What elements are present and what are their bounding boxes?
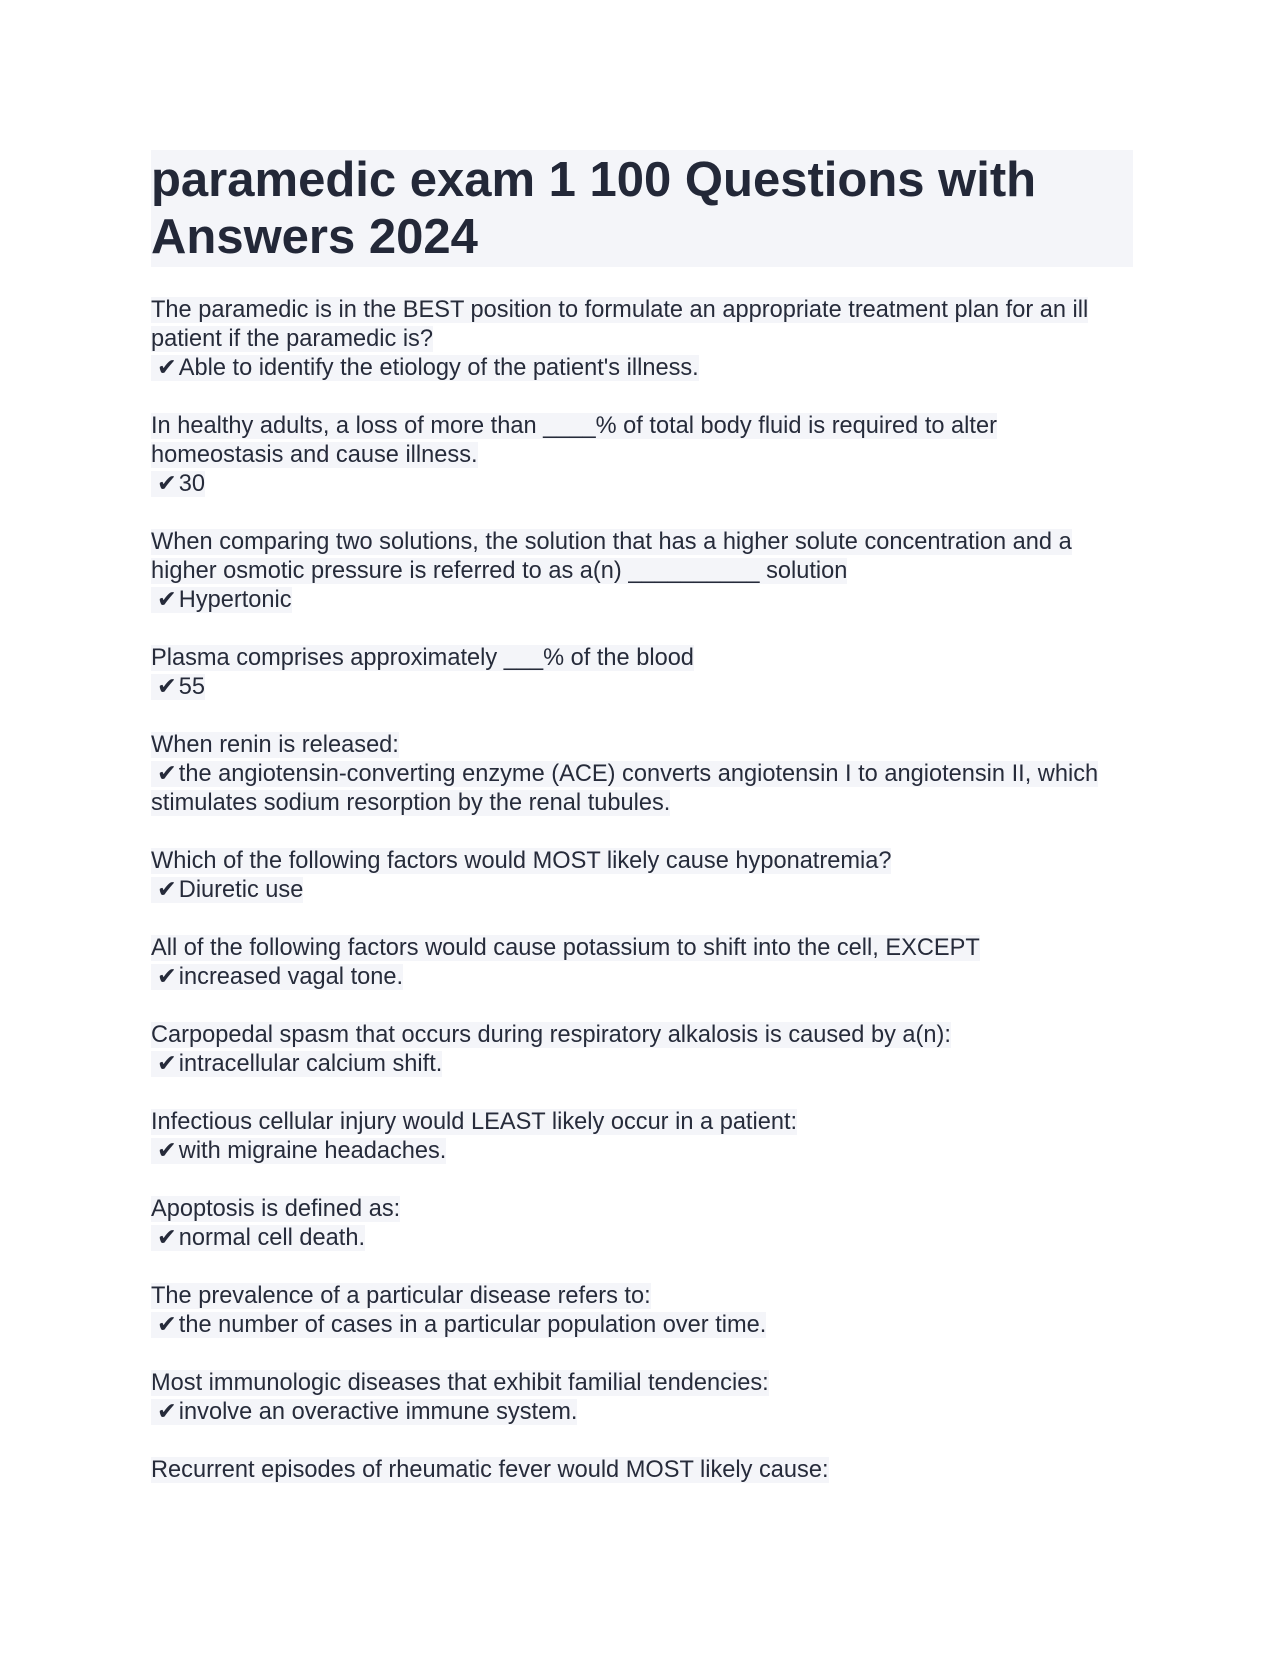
qa-item xyxy=(151,1021,1133,1079)
answer-text: 55 xyxy=(178,674,206,700)
check-mark-icon: ✔ xyxy=(157,877,177,903)
qa-item xyxy=(151,412,1133,499)
qa-item xyxy=(151,1456,1133,1485)
qa-item xyxy=(151,1282,1133,1340)
question-text: The paramedic is in the BEST position to formulate an appropriate treatment plan for an ill patient if the paramedic is? xyxy=(151,297,1089,352)
qa-item xyxy=(151,528,1133,615)
question-text: The prevalence of a particular disease refers to: xyxy=(151,1283,651,1309)
check-mark-icon: ✔ xyxy=(157,964,177,990)
document-title: paramedic exam 1 100 Questions with Answers 2024 xyxy=(151,150,1133,267)
check-mark-icon: ✔ xyxy=(157,471,177,497)
check-mark-icon: ✔ xyxy=(157,355,177,381)
answer-text: normal cell death. xyxy=(178,1225,366,1251)
answer-text: the angiotensin-converting enzyme (ACE) converts angiotensin I to angiotensin II, which stimulates sodium resorption by the renal tubules. xyxy=(151,761,1099,816)
check-mark-icon: ✔ xyxy=(157,674,177,700)
answer-text: intracellular calcium shift. xyxy=(178,1051,443,1077)
question-text: All of the following factors would cause potassium to shift into the cell, EXCEPT xyxy=(151,935,980,961)
check-mark-icon: ✔ xyxy=(157,1312,177,1338)
answer-text: increased vagal tone. xyxy=(178,964,404,990)
question-text: When renin is released: xyxy=(151,732,399,758)
question-text: Which of the following factors would MOST likely cause hyponatremia? xyxy=(151,848,892,874)
qa-item xyxy=(151,1369,1133,1427)
question-text: In healthy adults, a loss of more than ____% of total body fluid is required to alter homeostasis and cause illness. xyxy=(151,413,997,468)
answer-text: Able to identify the etiology of the patient's illness. xyxy=(178,355,699,381)
document-page xyxy=(151,150,1133,1514)
answer-text: Hypertonic xyxy=(178,587,292,613)
check-mark-icon: ✔ xyxy=(157,1138,177,1164)
qa-item xyxy=(151,296,1133,383)
check-mark-icon: ✔ xyxy=(157,587,177,613)
check-mark-icon: ✔ xyxy=(157,1225,177,1251)
question-text: Carpopedal spasm that occurs during respiratory alkalosis is caused by a(n): xyxy=(151,1022,951,1048)
qa-item xyxy=(151,1195,1133,1253)
check-mark-icon: ✔ xyxy=(157,1399,177,1425)
question-text: Recurrent episodes of rheumatic fever would MOST likely cause: xyxy=(151,1457,829,1483)
answer-text: Diuretic use xyxy=(178,877,304,903)
question-text: Infectious cellular injury would LEAST likely occur in a patient: xyxy=(151,1109,798,1135)
qa-list xyxy=(151,296,1133,1485)
qa-item xyxy=(151,731,1133,818)
question-text: Most immunologic diseases that exhibit familial tendencies: xyxy=(151,1370,769,1396)
question-text: Plasma comprises approximately ___% of the blood xyxy=(151,645,694,671)
qa-item xyxy=(151,644,1133,702)
check-mark-icon: ✔ xyxy=(157,1051,177,1077)
answer-text: with migraine headaches. xyxy=(178,1138,447,1164)
question-text: When comparing two solutions, the solution that has a higher solute concentration and a higher osmotic pressure is referred to as a(n) __________ solution xyxy=(151,529,1072,584)
check-mark-icon: ✔ xyxy=(157,761,177,787)
answer-text: 30 xyxy=(178,471,206,497)
qa-item xyxy=(151,934,1133,992)
answer-text: the number of cases in a particular population over time. xyxy=(178,1312,767,1338)
qa-item xyxy=(151,1108,1133,1166)
question-text: Apoptosis is defined as: xyxy=(151,1196,401,1222)
qa-item xyxy=(151,847,1133,905)
answer-text: involve an overactive immune system. xyxy=(178,1399,578,1425)
